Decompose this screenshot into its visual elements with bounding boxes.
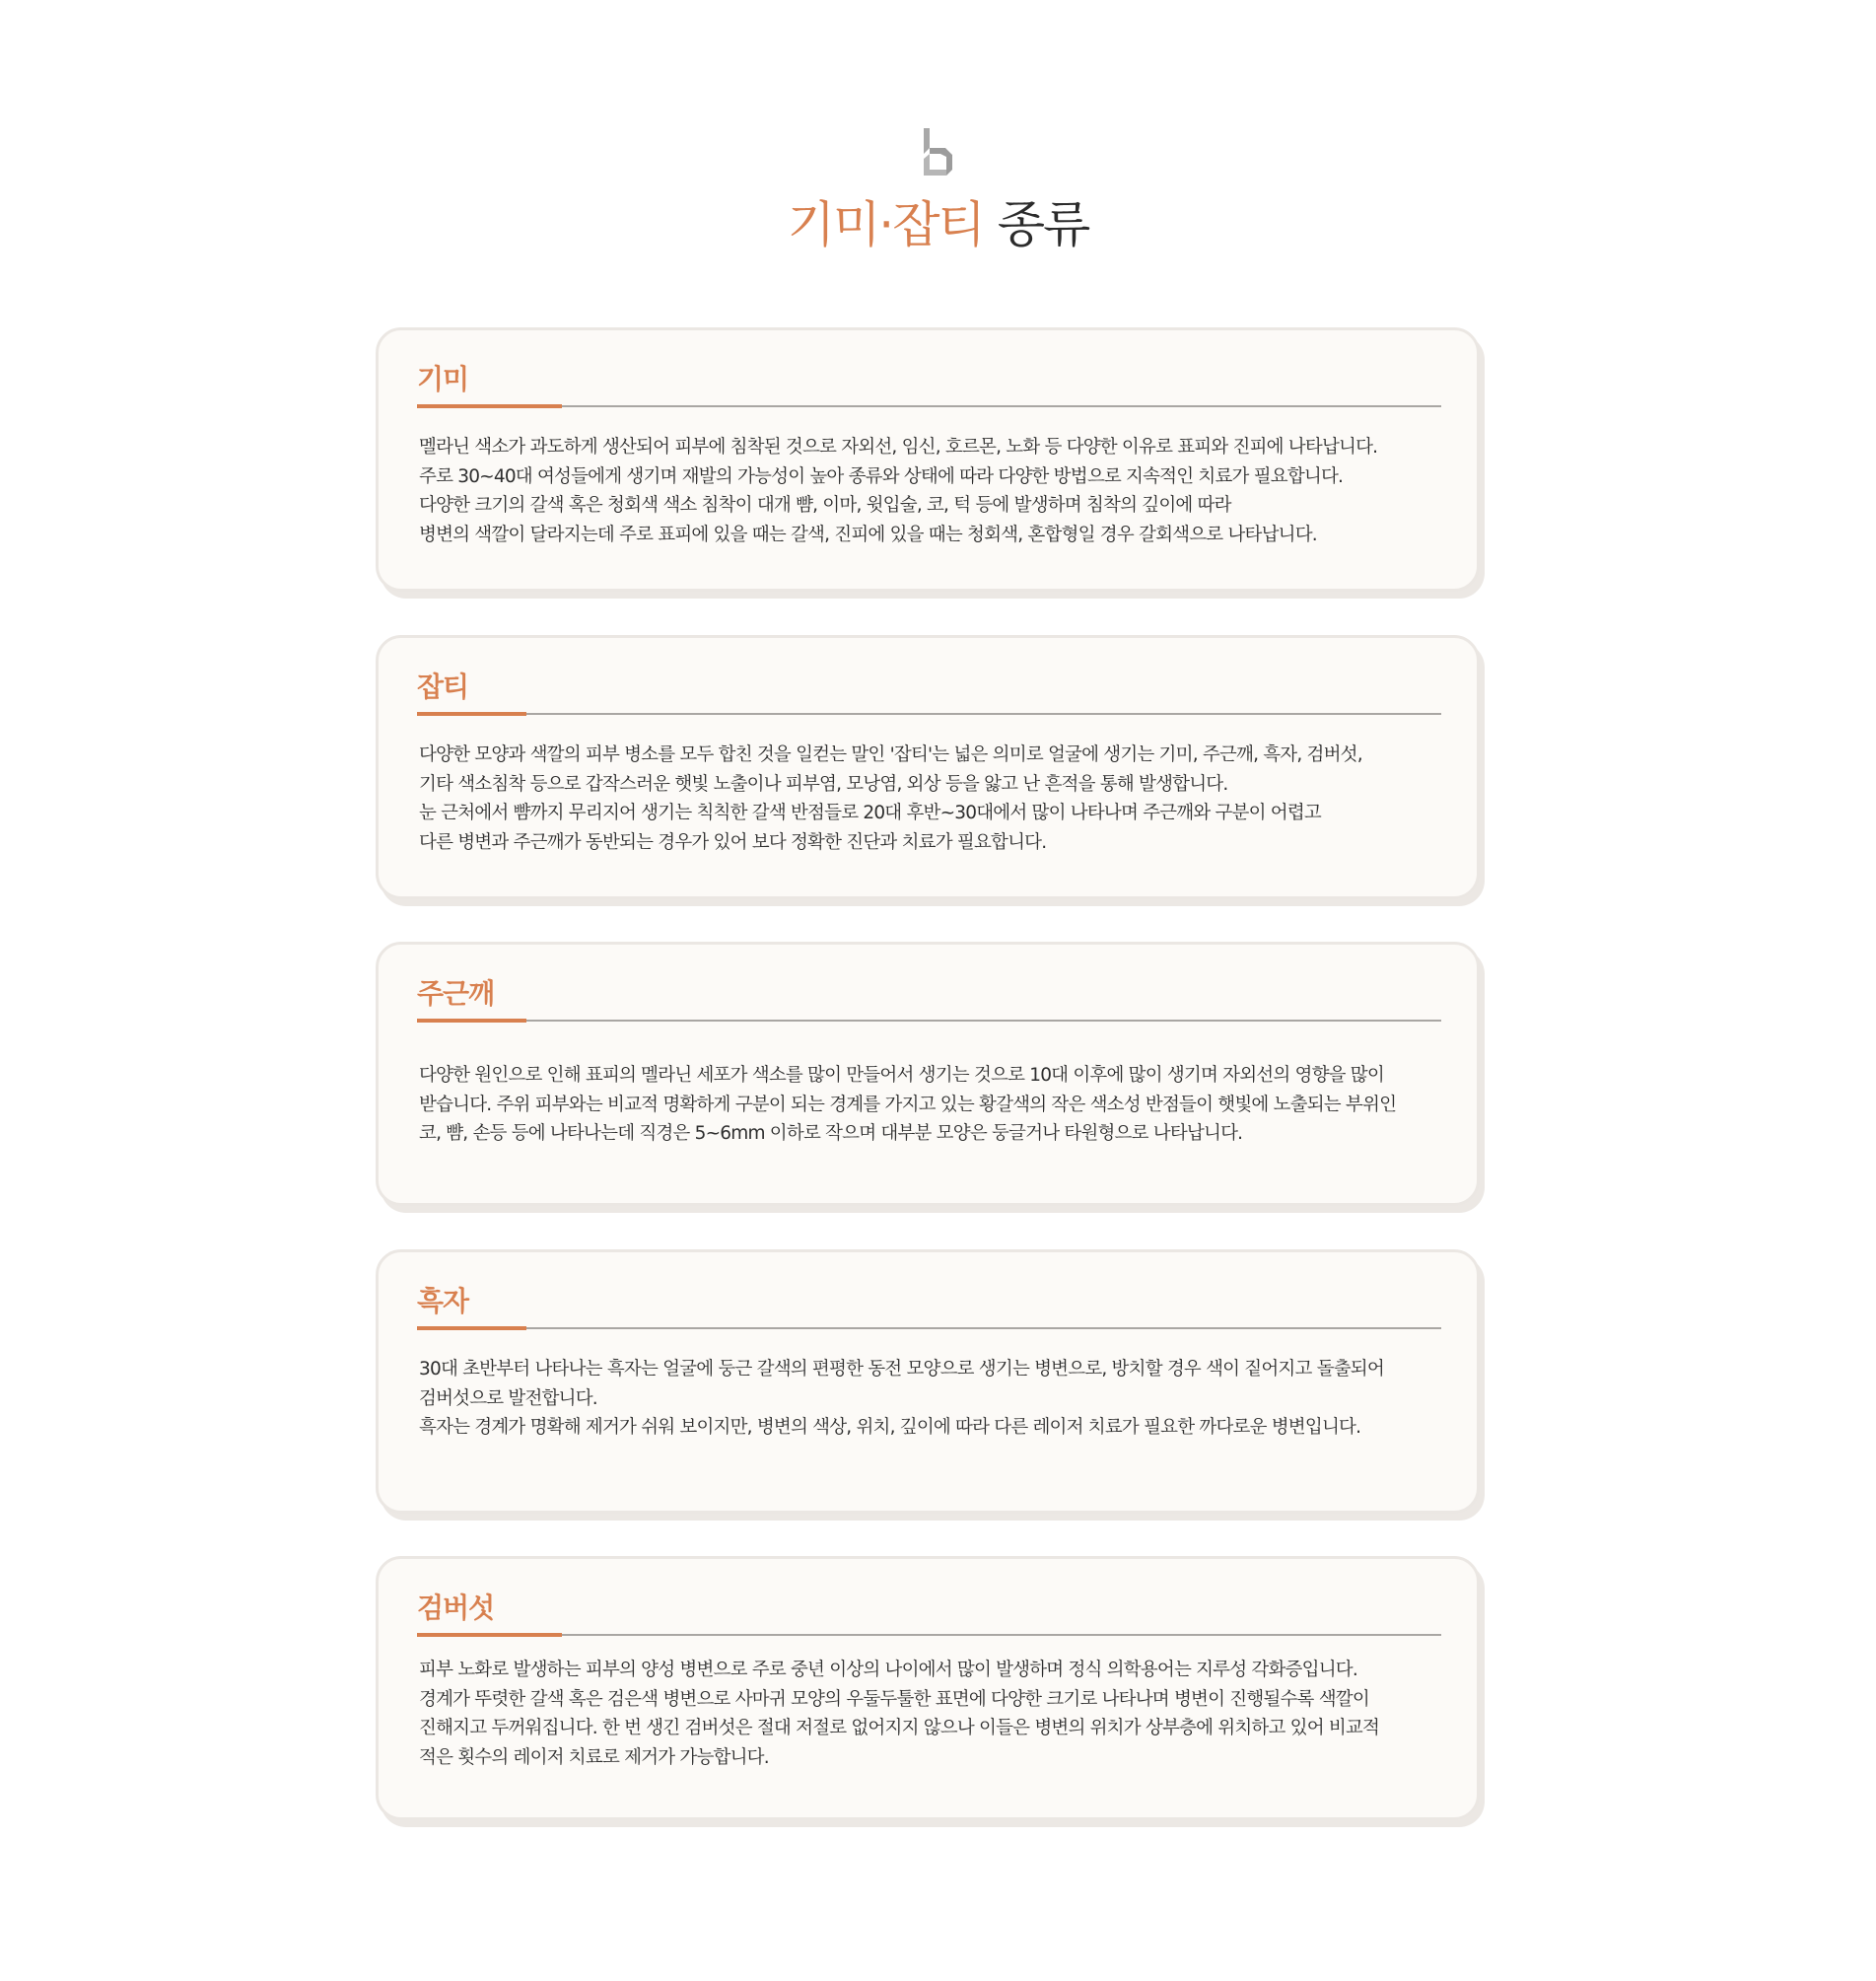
card-body bbox=[419, 1061, 1437, 1149]
card-body-line: 눈 근처에서 뺨까지 무리지어 생기는 칙칙한 갈색 반점들로 20대 후반~30대에서 많이 나타나며 주근깨와 구분이 어렵고 bbox=[419, 803, 1321, 823]
card-body-line: 병변의 색깔이 달라지는데 주로 표피에 있을 때는 갈색, 진피에 있을 때는 청회색, 혼합형일 경우 갈회색으로 나타납니다. bbox=[419, 524, 1317, 545]
card-body-line: 다양한 크기의 갈색 혹은 청회색 색소 침착이 대개 뺨, 이마, 윗입술, 코, 턱 등에 발생하며 침착의 깊이에 따라 bbox=[419, 495, 1231, 516]
card-divider-accent bbox=[417, 404, 562, 408]
card-lentigo bbox=[376, 1249, 1480, 1514]
card-freckles bbox=[376, 942, 1480, 1206]
card-divider bbox=[417, 1634, 1441, 1636]
card-body bbox=[419, 433, 1437, 549]
card-body-line: 다양한 모양과 색깔의 피부 병소를 모두 합친 것을 일컫는 말인 '잡티'는 넓은 의미로 얼굴에 생기는 기미, 주근깨, 흑자, 검버섯, bbox=[419, 744, 1362, 765]
card-body-line: 주로 30~40대 여성들에게 생기며 재발의 가능성이 높아 종류와 상태에 따라 다양한 방법으로 지속적인 치료가 필요합니다. bbox=[419, 465, 1344, 487]
card-body bbox=[419, 741, 1437, 857]
card-body-line: 흑자는 경계가 명확해 제거가 쉬워 보이지만, 병변의 색상, 위치, 깊이에 따라 다른 레이저 치료가 필요한 까다로운 병변입니다. bbox=[419, 1417, 1361, 1438]
card-title: 기미 bbox=[417, 363, 469, 395]
card-divider bbox=[417, 405, 1441, 407]
card-title: 흑자 bbox=[417, 1285, 469, 1317]
card-divider bbox=[417, 1020, 1441, 1022]
card-body-line: 다른 병변과 주근깨가 동반되는 경우가 있어 보다 정확한 진단과 치료가 필요합니다. bbox=[419, 831, 1047, 853]
card-body-line: 기타 색소침착 등으로 갑작스러운 햇빛 노출이나 피부염, 모낭염, 외상 등을 앓고 난 흔적을 통해 발생합니다. bbox=[419, 773, 1228, 795]
card-title: 잡티 bbox=[417, 671, 469, 703]
card-title: 검버섯 bbox=[417, 1592, 495, 1624]
brand-logo-icon bbox=[919, 126, 958, 176]
card-seborrheic-keratosis bbox=[376, 1556, 1480, 1820]
card-divider bbox=[417, 713, 1441, 715]
card-body-line: 검버섯으로 발전합니다. bbox=[419, 1387, 597, 1409]
card-body-line: 경계가 뚜렷한 갈색 혹은 검은색 병변으로 사마귀 모양의 우둘두툴한 표면에 다양한 크기로 나타나며 병변이 진행될수록 색깔이 bbox=[419, 1688, 1369, 1710]
card-body-line: 멜라닌 색소가 과도하게 생산되어 피부에 침착된 것으로 자외선, 임신, 호르몬, 노화 등 다양한 이유로 표피와 진피에 나타납니다. bbox=[419, 437, 1378, 458]
card-title: 주근깨 bbox=[417, 977, 495, 1010]
card-body-line: 코, 뺨, 손등 등에 나타나는데 직경은 5~6mm 이하로 작으며 대부분 모양은 둥글거나 타원형으로 나타납니다. bbox=[419, 1123, 1243, 1144]
card-melasma bbox=[376, 327, 1480, 592]
card-divider-accent bbox=[417, 712, 526, 716]
card-divider bbox=[417, 1327, 1441, 1329]
page-header bbox=[0, 126, 1876, 258]
card-body-line: 30대 초반부터 나타나는 흑자는 얼굴에 둥근 갈색의 편평한 동전 모양으로 생기는 병변으로, 방치할 경우 색이 짙어지고 돌출되어 bbox=[419, 1359, 1384, 1380]
card-divider-accent bbox=[417, 1326, 526, 1330]
card-body-line: 다양한 원인으로 인해 표피의 멜라닌 세포가 색소를 많이 만들어서 생기는 것으로 10대 이후에 많이 생기며 자외선의 영향을 많이 bbox=[419, 1065, 1384, 1086]
card-body-line: 진해지고 두꺼워집니다. 한 번 생긴 검버섯은 절대 저절로 없어지지 않으나 이들은 병변의 위치가 상부층에 위치하고 있어 비교적 bbox=[419, 1718, 1380, 1738]
card-body-line: 받습니다. 주위 피부와는 비교적 명확하게 구분이 되는 경계를 가지고 있는 황갈색의 작은 색소성 반점들이 햇빛에 노출되는 부위인 bbox=[419, 1094, 1397, 1115]
card-divider-accent bbox=[417, 1019, 526, 1023]
page-title-plain: 종류 bbox=[983, 196, 1089, 253]
card-divider-accent bbox=[417, 1633, 562, 1637]
card-body-line: 적은 횟수의 레이저 치료로 제거가 가능합니다. bbox=[419, 1746, 769, 1768]
card-blemish bbox=[376, 635, 1480, 899]
page-title bbox=[0, 191, 1876, 258]
card-body bbox=[419, 1355, 1437, 1443]
card-body bbox=[419, 1656, 1437, 1772]
page-title-accent: 기미·잡티 bbox=[787, 196, 984, 253]
card-body-line: 피부 노화로 발생하는 피부의 양성 병변으로 주로 중년 이상의 나이에서 많이 발생하며 정식 의학용어는 지루성 각화증입니다. bbox=[419, 1660, 1357, 1680]
